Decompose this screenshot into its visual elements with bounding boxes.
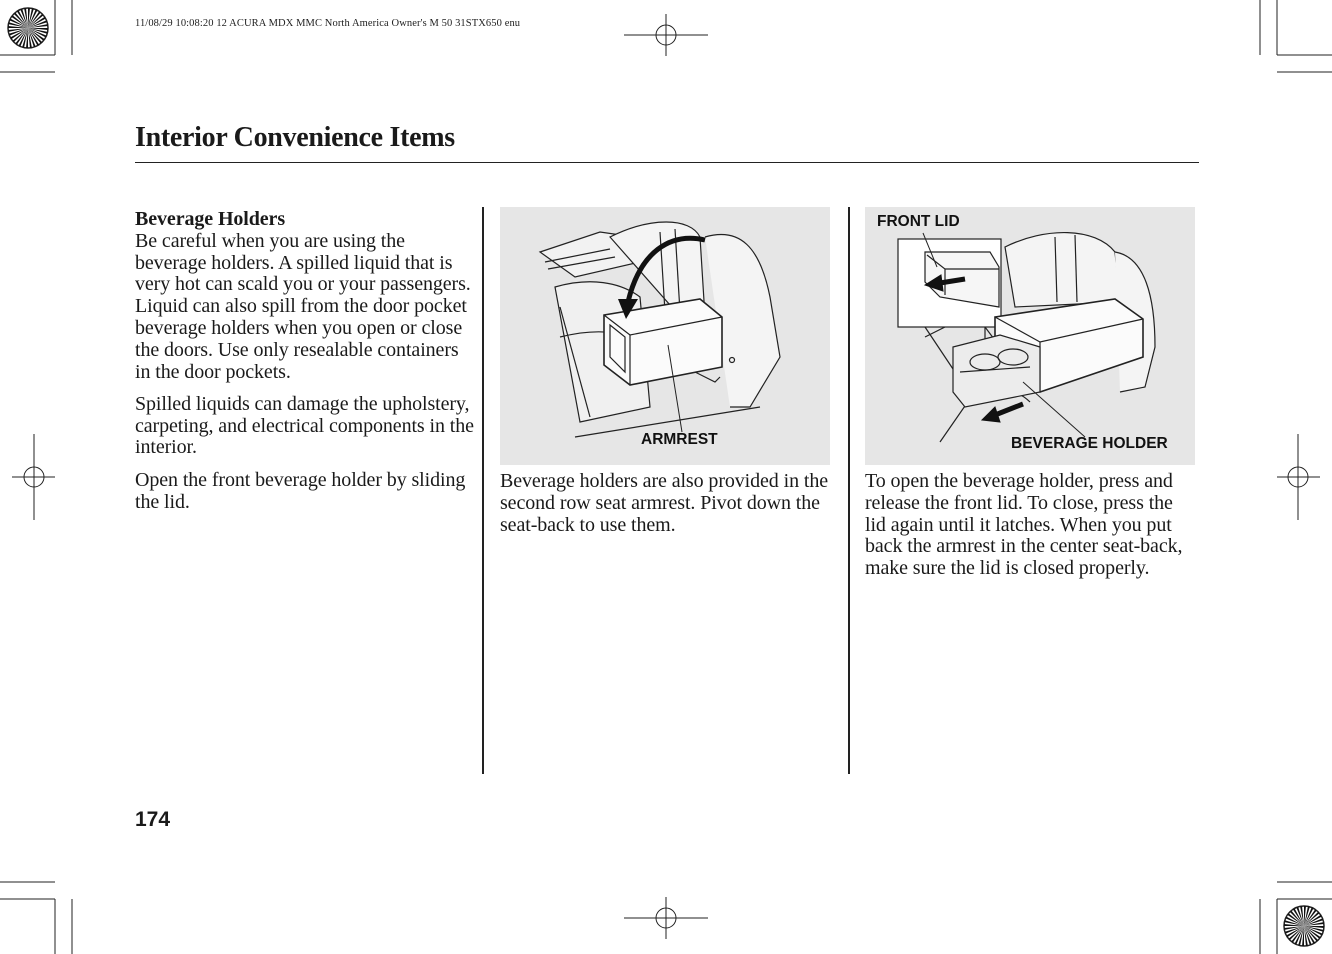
column-1-first-paragraph <box>135 209 475 383</box>
page-title: Interior Convenience Items <box>135 122 455 153</box>
registration-burst <box>8 8 48 48</box>
armrest-illustration <box>500 207 830 465</box>
beverage-holder-drawing <box>865 207 1195 465</box>
armrest-label: ARMREST <box>641 431 718 448</box>
column-divider-2 <box>848 207 850 774</box>
title-divider <box>135 162 1199 163</box>
column-2 <box>500 471 836 547</box>
column-1 <box>135 209 475 524</box>
registration-burst <box>1284 906 1324 946</box>
front-holder-paragraph: Open the front beverage holder by sliding the lid. <box>135 468 466 513</box>
front-lid-label: FRONT LID <box>877 213 960 230</box>
second-row-paragraph: Beverage holders are also provided in the second row seat armrest. Pivot down the seat-back to use them. <box>500 470 828 536</box>
print-header: 11/08/29 10:08:20 12 ACURA MDX MMC North America Owner's M 50 31STX650 enu <box>135 18 521 29</box>
damage-paragraph: Spilled liquids can damage the upholstery, carpeting, and electrical components in the interior. <box>135 392 474 459</box>
open-close-paragraph: To open the beverage holder, press and release the front lid. To close, press the lid again until it latches. When you put back the armrest in the center seat-back, make sure the lid is closed properly. <box>865 470 1183 580</box>
page-number: 174 <box>135 808 171 831</box>
column-3 <box>865 471 1195 590</box>
armrest-drawing <box>500 207 830 465</box>
warning-paragraph: Be careful when you are using the beverage holders. A spilled liquid that is very hot can scald you or your passengers. Liquid can also spill from the door pocket beverage holders when you open or close the doors. Use only resealable containers in the door pockets. <box>135 229 471 383</box>
section-heading: Beverage Holders <box>135 208 286 230</box>
column-divider-1 <box>482 207 484 774</box>
beverage-holder-label: BEVERAGE HOLDER <box>1011 435 1168 452</box>
beverage-holder-illustration <box>865 207 1195 465</box>
